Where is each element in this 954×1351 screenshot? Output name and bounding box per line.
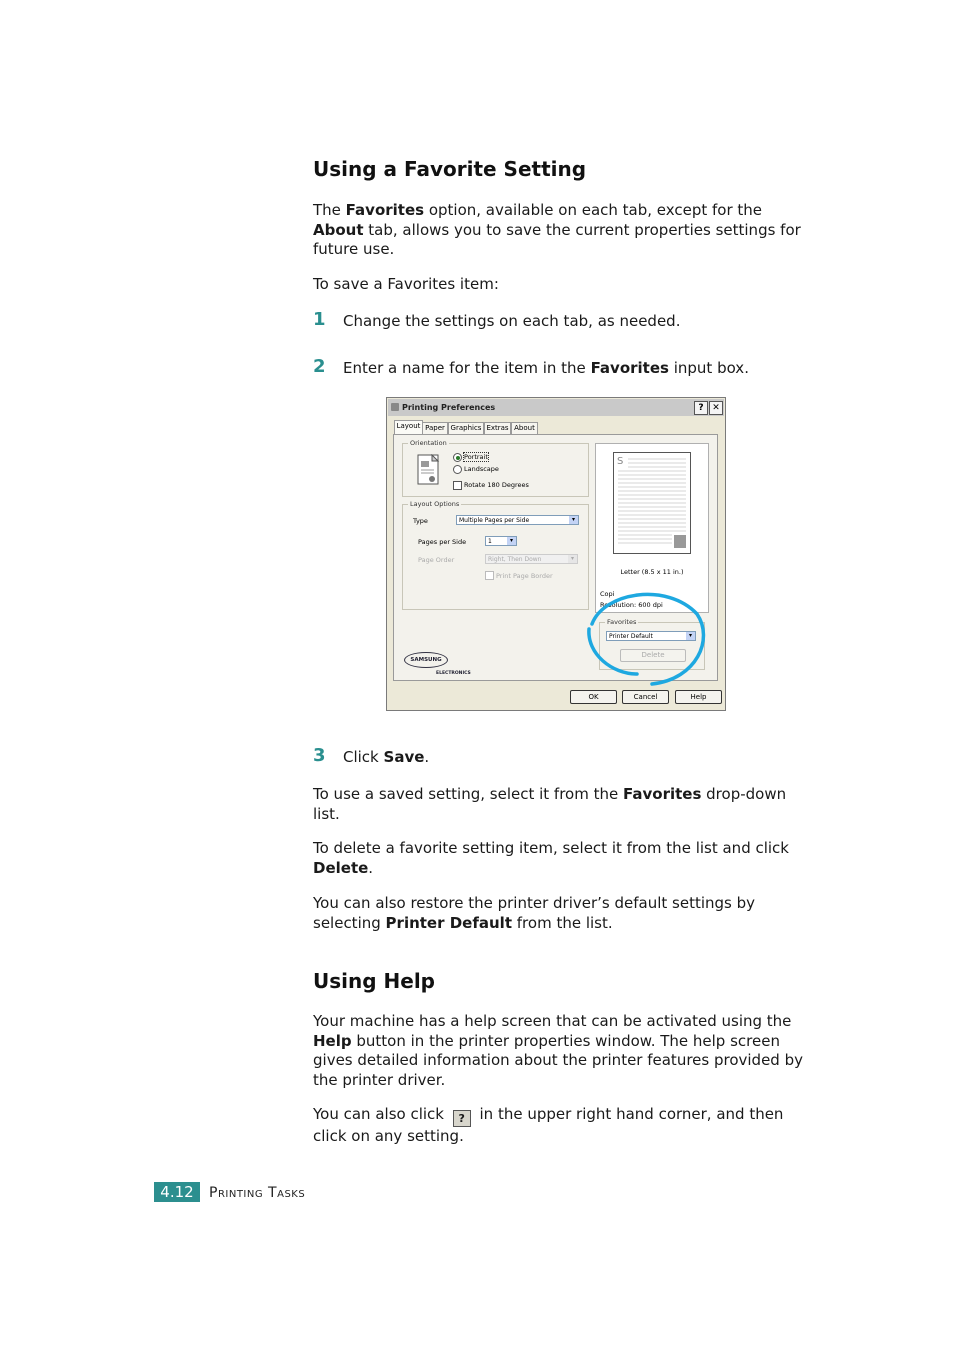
tab-about[interactable]: About [511, 422, 538, 434]
chevron-down-icon: ▾ [568, 555, 577, 563]
preview-letter: S [617, 456, 624, 467]
orientation-legend: Orientation [410, 439, 447, 447]
chevron-down-icon: ▾ [686, 632, 695, 640]
cancel-button[interactable]: Cancel [622, 690, 669, 704]
step-number: 1 [313, 309, 326, 330]
step-number: 2 [313, 356, 326, 377]
portrait-page-icon [417, 454, 441, 486]
layout-options-legend: Layout Options [410, 500, 460, 508]
dialog-title-bar [388, 399, 724, 416]
printer-icon [391, 403, 399, 411]
help-question-icon: ? [453, 1110, 471, 1127]
dialog-title: Printing Preferences [402, 403, 496, 412]
copies-text: Copi [600, 590, 615, 598]
orientation-group [402, 439, 589, 497]
type-select[interactable]: Multiple Pages per Side ▾ [456, 515, 579, 525]
step-text: Change the settings on each tab, as needed. [343, 312, 681, 330]
printing-preferences-dialog [386, 397, 726, 711]
help-icon-paragraph: You can also click ? in the upper right hand corner, and then click on any setting. [313, 1105, 784, 1145]
section-heading-help: Using Help [313, 969, 435, 993]
pages-per-side-label: Pages per Side [418, 538, 467, 546]
delete-paragraph: To delete a favorite setting item, select it from the list and click Delete. [313, 839, 789, 877]
page-order-label: Page Order [418, 556, 455, 564]
landscape-label: Landscape [464, 465, 499, 473]
favorites-intro-paragraph: The Favorites option, available on each tab, except for the About tab, allows you to save the current properties settings for future use. [313, 201, 801, 258]
page-number: 4.12 [154, 1182, 200, 1202]
resolution-text: Resolution: 600 dpi [600, 601, 663, 609]
preview-lines [616, 455, 688, 551]
print-page-border-label: Print Page Border [496, 572, 553, 580]
paper-size-text: Letter (8.5 x 11 in.) [620, 568, 684, 576]
samsung-electronics-text: ELECTRONICS [436, 671, 471, 676]
ok-button[interactable]: OK [570, 690, 617, 704]
chevron-down-icon: ▾ [507, 537, 516, 545]
close-icon[interactable]: ✕ [709, 401, 723, 415]
restore-default-paragraph: You can also restore the printer driver’s default settings by selecting Printer Default from the list. [313, 894, 756, 932]
help-paragraph: Your machine has a help screen that can be activated using the Help button in the printer properties window. The help screen gives detailed information about the printer features provided by the printer driver. [313, 1012, 803, 1089]
delete-button[interactable]: Delete [620, 649, 686, 662]
tab-graphics[interactable]: Graphics [448, 422, 484, 434]
use-saved-paragraph: To use a saved setting, select it from the Favorites drop-down list. [313, 785, 787, 823]
portrait-label: Portrait [464, 453, 488, 461]
layout-options-group [402, 500, 589, 610]
favorites-highlight-circle [582, 584, 712, 694]
page-order-select[interactable]: Right, Then Down ▾ [485, 554, 578, 564]
step-number: 3 [313, 745, 326, 766]
help-button[interactable]: Help [675, 690, 722, 704]
favorites-select[interactable]: Printer Default ▾ [606, 631, 696, 641]
tab-extras[interactable]: Extras [484, 422, 511, 434]
rotate-180-label: Rotate 180 Degrees [464, 481, 529, 489]
rotate-180-checkbox[interactable] [453, 481, 462, 490]
step-text: Click Save. [343, 748, 430, 766]
print-page-border-checkbox[interactable] [485, 571, 494, 580]
preview-page [613, 452, 691, 554]
tab-paper[interactable]: Paper [422, 422, 448, 434]
chevron-down-icon: ▾ [569, 516, 578, 524]
chapter-label: Printing Tasks [209, 1185, 306, 1201]
pages-per-side-select[interactable]: 1 ▾ [485, 536, 517, 546]
section-heading-favorites: Using a Favorite Setting [313, 157, 587, 181]
step-text: Enter a name for the item in the Favorites input box. [343, 359, 749, 377]
save-lead-text: To save a Favorites item: [313, 275, 499, 293]
favorites-legend: Favorites [607, 618, 637, 626]
samsung-logo: SAMSUNG [404, 652, 448, 668]
landscape-radio[interactable] [453, 465, 462, 474]
help-icon[interactable]: ? [694, 401, 708, 415]
tab-layout[interactable]: Layout [394, 420, 423, 435]
radio-selected-dot [456, 456, 460, 460]
type-label: Type [413, 517, 428, 525]
